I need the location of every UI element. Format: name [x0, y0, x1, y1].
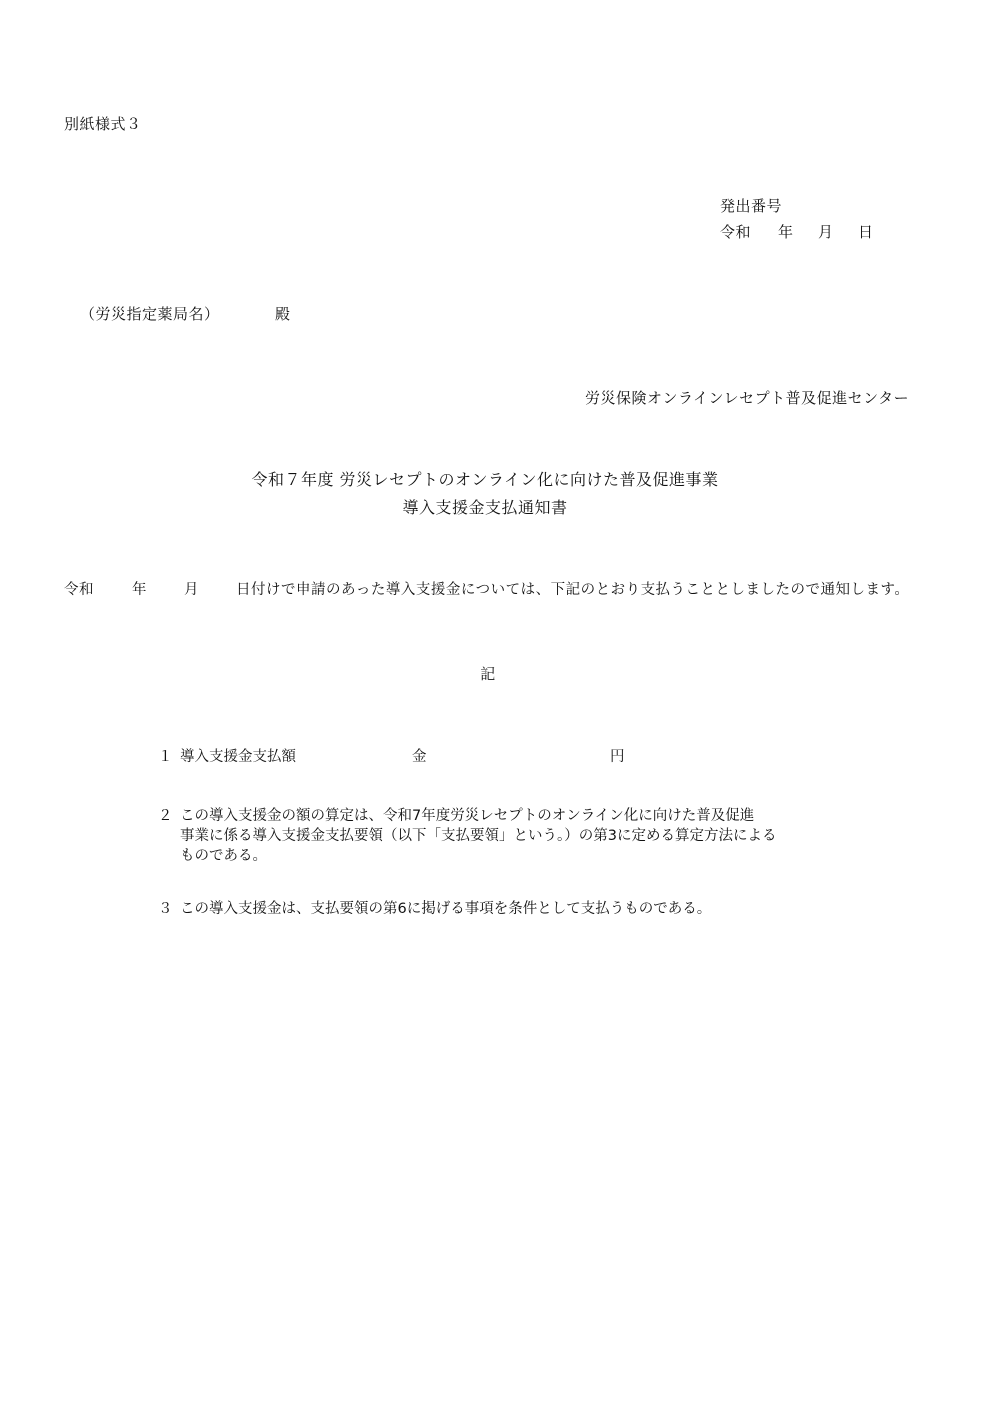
recipient [80, 304, 291, 324]
issue-number-label: 発出番号 [720, 197, 783, 215]
intro-era: 令和 [64, 582, 94, 598]
item-number: ３ [158, 901, 173, 917]
issue-date-era: 令和 [720, 223, 752, 241]
ki-heading: 記 [480, 665, 496, 683]
intro-month: 月 [184, 582, 199, 598]
item-text-line: この導入支援金は、支払要領の第6に掲げる事項を条件として支払うものである。 [180, 901, 712, 917]
item-text-line: この導入支援金の額の算定は、令和7年度労災レセプトのオンライン化に向けた普及促進 [180, 808, 755, 824]
sender-name: 労災保険オンラインレセプト普及促進センター [585, 389, 910, 407]
issue-date [720, 222, 874, 242]
payment-amount-kin: 金 [412, 749, 427, 765]
payment-amount-yen: 円 [610, 749, 625, 765]
intro-year: 年 [132, 582, 147, 598]
issue-date-day: 日 [858, 223, 874, 241]
form-label: 別紙様式３ [64, 115, 142, 133]
recipient-name: （労災指定薬局名） [80, 305, 220, 323]
item-text-line: ものである。 [180, 848, 267, 864]
document-title-line1: 令和７年度 労災レセプトのオンライン化に向けた普及促進事業 [251, 470, 719, 489]
issue-date-month: 月 [818, 223, 834, 241]
item-number: １ [158, 749, 173, 765]
recipient-honorific: 殿 [275, 305, 291, 323]
intro-paragraph [64, 580, 909, 600]
intro-text: 日付けで申請のあった導入支援金については、下記のとおり支払うこととしましたので通知します。 [236, 582, 910, 598]
item-number: ２ [158, 808, 173, 824]
item-text-line: 事業に係る導入支援金支払要領（以下「支払要領」という。）の第3に定める算定方法による [180, 828, 777, 844]
document-title-line2: 導入支援金支払通知書 [402, 498, 568, 517]
issue-date-year: 年 [778, 223, 794, 241]
payment-amount-label: 導入支援金支払額 [180, 749, 296, 765]
